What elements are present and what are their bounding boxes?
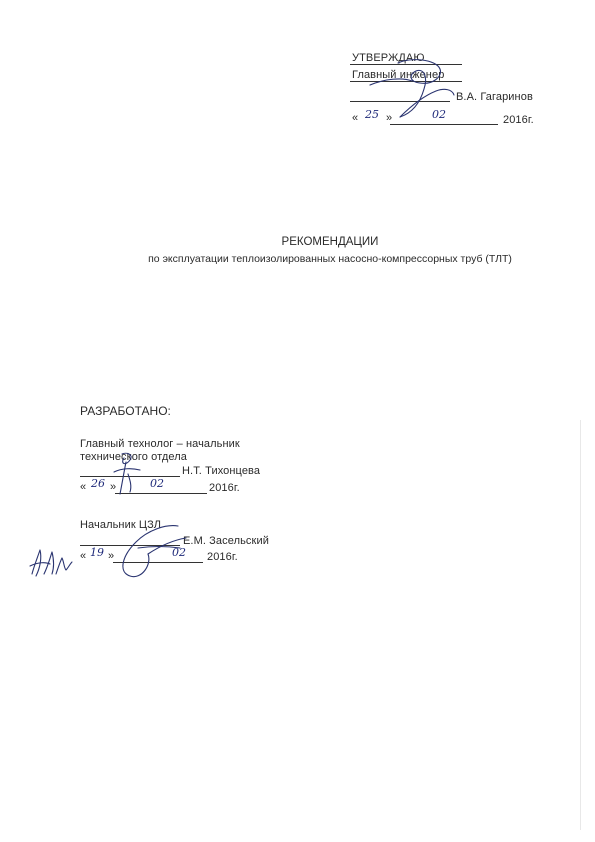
signer2-name: Е.М. Засельский — [183, 535, 269, 547]
signer2-quote-open: « — [80, 550, 87, 562]
signer1-month: 02 — [150, 477, 164, 490]
page-subtitle: по эксплуатации теплоизолированных насосно-компрессорных труб (ТЛТ) — [148, 253, 512, 265]
signer1-name: Н.Т. Тихонцева — [182, 465, 261, 477]
approval-heading: УТВЕРЖДАЮ — [352, 52, 425, 64]
approval-quote-close: » — [386, 112, 393, 124]
signer2-signature-icon — [108, 520, 193, 582]
signer1-day: 26 — [91, 477, 105, 490]
scan-artifact-line — [580, 420, 581, 830]
signer2-day: 19 — [90, 546, 104, 559]
signer2-month: 02 — [172, 546, 186, 559]
approval-quote-open: « — [352, 112, 359, 124]
signer2-position: Начальник ЦЗЛ — [80, 519, 162, 531]
signer1-position-line1: Главный технолог – начальник — [80, 438, 240, 450]
approval-signature-icon — [340, 55, 460, 125]
page-title: РЕКОМЕНДАЦИИ — [281, 236, 379, 248]
approval-position: Главный инженер — [352, 69, 445, 81]
approval-day: 25 — [365, 108, 379, 121]
approval-name: В.А. Гагаринов — [456, 91, 533, 103]
signer1-signature-icon — [100, 450, 160, 500]
signer1-quote-open: « — [80, 481, 87, 493]
signer2-quote-close: » — [108, 550, 115, 562]
signer1-year: 2016г. — [209, 482, 240, 494]
margin-initials-icon — [28, 544, 76, 582]
approval-year: 2016г. — [503, 114, 534, 126]
approval-month: 02 — [432, 108, 446, 121]
signer1-quote-close: » — [110, 481, 117, 493]
developed-heading: РАЗРАБОТАНО: — [80, 404, 171, 418]
signer1-position-line2: технического отдела — [80, 451, 188, 463]
signer2-year: 2016г. — [207, 551, 238, 563]
